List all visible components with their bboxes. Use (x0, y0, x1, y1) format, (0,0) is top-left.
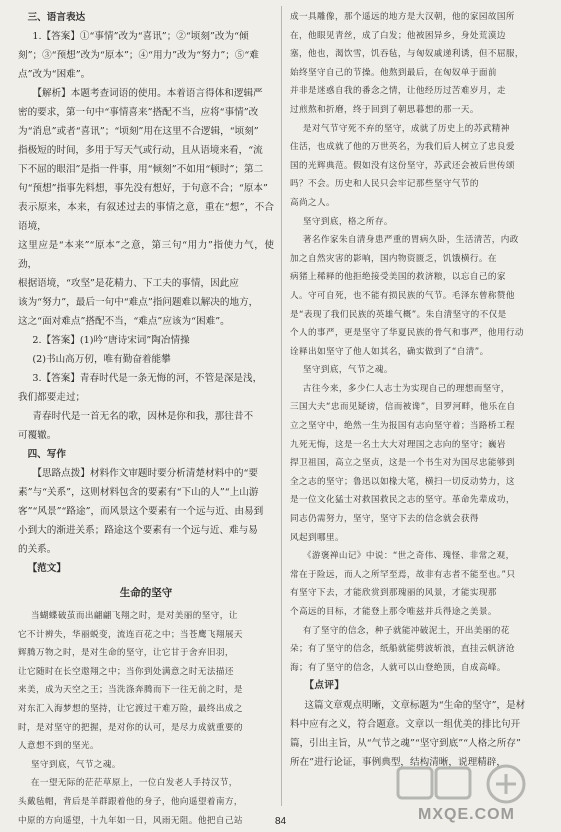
essay-line: 高尚之人。 (290, 197, 335, 208)
essay-line: 在一望无际的茫茫草原上，一位白发老人手持汉节， (30, 778, 238, 789)
essay-line: 住活，也成就了他的万世英名，为我们后人树立了忠良爱 (290, 142, 515, 153)
sample-essay-tag: 【范文】 (27, 563, 66, 574)
watermark-text: MXQE.COM (418, 806, 515, 823)
essay-body-left (18, 607, 274, 830)
answer-2-line-1: 2.【答案】(1)吟“唐诗宋词”陶冶情操 (32, 335, 190, 346)
answer-1-line-3: 点”改为“困难”。 (18, 69, 91, 80)
answer-3-line-4: 可覆辙。 (18, 430, 57, 441)
essay-line: 来美，成为天空之王；当洗涤奔腾而下一往无前之时，是 (18, 685, 243, 696)
essay-line: 是一位文化猛士对救国救民之志的坚守。革命先辈成功， (290, 495, 515, 506)
analysis-line: 该为“努力”，最后一句中“难点”指问题难以解决的地方， (18, 297, 259, 308)
answer-3-line-3: 青春时代是一首无名的歌，因林是你和我，那往昔不 (32, 411, 254, 422)
essay-line: 当蝴蝶破茧而出翩翩飞翔之时，是对美丽的坚守，让 (30, 611, 238, 621)
essay-line: 它不计辨失，华丽蜕变，流连百花之中；当苍鹰飞翔展天 (18, 629, 243, 640)
answer-2-line-2: (2)书山高万仞，唯有勤奋着能攀 (32, 354, 171, 365)
analysis-line: 下不屈的眼泪”是指一件事，用“倾刻”不如用“顿时”；第二 (18, 164, 264, 175)
page-number: 84 (274, 816, 287, 827)
analysis-line: 根据语境，“攻坚”是花精力、下工夫的事情，因此应 (18, 278, 239, 289)
comment-body (290, 696, 548, 772)
comment-line: 所在”进行论证，事例典型，结构清晰，说理精辟， (290, 756, 506, 768)
analysis-line: 指极短的时间，多用于写天气或行动，且从语境来看，“流 (18, 145, 263, 156)
essay-line: 全之志的坚守；鲁迅以如椽大笔，横扫一切反动势力，这 (290, 476, 515, 487)
comment-line: 料中应有之义，符合题意。文章以一组优美的排比句开 (290, 718, 521, 730)
comment-line: 这篇文章观点明晰，文章标题为“生命的坚守”，是材 (304, 699, 526, 711)
essay-line: 头戴毡帽，背后是羊群跟着他的身子，他向遥望着南方， (18, 796, 243, 807)
essay-line: 辉腾万物之时，是对生命的坚守，让它甘于舍弃旧羽， (18, 648, 234, 659)
essay-line: 对东汇入海梦想的坚持，让它渡过干难万险，最终出成之 (18, 703, 243, 714)
essay-line: 坚守到底，气节之魂。 (302, 365, 393, 376)
think-line: 的关系。 (18, 544, 57, 555)
section-heading-language: 三、语言表达 (27, 12, 86, 23)
essay-line: 立之坚守中，绝然一生为报国有志向坚守着；当路桥工程 (290, 421, 515, 432)
essay-line: 时，是对坚守的把握，是对你的认可，是尽力成就重要的 (18, 722, 243, 733)
think-line: 素”与“关系”，这则材料包含的要素有“下山的人”“上山游 (18, 487, 259, 498)
analysis-line: 句“预想”指事先料想，事先没有想好，于句意不合；“原本” (18, 183, 268, 194)
essay-line: 病猪上稀释的他拒绝接受美国的救济粮，以忘自己的家 (290, 272, 506, 283)
essay-line: 是对气节守死不弃的坚守，成就了历史上的苏武精神 (302, 123, 510, 134)
essay-line: 同志仍需努力，坚守，坚守下去的信念就会获得 (290, 514, 479, 525)
essay-line: 捍卫祖国，高立之坚贞，这是一个书生对为国尽忠能够到 (290, 458, 515, 469)
essay-line: 国的光辉典范。假如没有这份坚守，苏武还会被后世传颂 (290, 160, 515, 171)
essay-line: 风起到哪里。 (290, 532, 344, 543)
analysis-line: 这里应是“本来”“原本”之意，第三句“用力”指使力气，使劲， (18, 240, 274, 270)
essay-line: 海；有了坚守的信念，人就可以山登绝顶，自成高峰。 (290, 662, 506, 673)
essay-line: 人意想不到的坚光。 (18, 741, 99, 752)
essay-line: 人。守可自死，也不能有损民族的气节。毛泽东曾称赞他 (290, 290, 515, 301)
essay-line: 坚守到底，气节之魂。 (30, 759, 121, 770)
analysis-line: 表示原来，本来，有叙述过去的事情之意，重在“想”，不合语境， (18, 202, 274, 232)
essay-line: 成一具雕像，那个遥远的地方是大汉朝，他的家园故国所 (290, 12, 515, 22)
essay-title: 生命的坚守 (119, 587, 173, 599)
essay-line: 朵；有了坚守的信念，纸船就能劈波斩浪，直挂云帆济沧 (290, 644, 515, 655)
answer-1-line-2: 刻”；③“预想”改为“原本”；④“用力”改为“努力”；⑤“难 (18, 50, 259, 61)
analysis-line: 这之“面对难点”搭配不当，“难点”应该为“困难”。 (18, 316, 230, 327)
essay-line: 古往今来，多少仁人志士为实现自己的理想而坚守， (302, 383, 510, 394)
essay-line: 过煎熬和折磨，终于回到了朝思暮想的那一天。 (290, 104, 479, 115)
essay-line: 有坚守下去，才能欣赏到那瑰丽的风景，才能实现那 (290, 588, 497, 599)
essay-line: 个人的事严，更是坚守了华夏民族的骨气和事严，他用行动 (290, 328, 524, 339)
analysis-line: 为“消息”或者“喜讯”；“顷刻”用在这里不合逻辑，“顷刻” (18, 126, 259, 137)
essay-line: 始终坚守自己的节操。他熬到最后，在匈奴单于面前 (290, 67, 497, 78)
essay-line: 个高远的目标，才能登上那令唯兹并兵得途之美景。 (290, 607, 497, 617)
essay-line: 常在于险远，而人之所罕至焉，故非有志者不能至也。”只 (290, 569, 516, 580)
essay-line: 九死无悔，这是一名土大大对理国之志向的坚守；巍岩 (290, 439, 506, 450)
essay-line: 并非是迷惑自我的番念之情，让他经历过苦难岁月，走 (290, 86, 506, 97)
essay-line: 让它随时在长空遨翔之中；当你到处满意之时无法描还 (18, 666, 234, 677)
comment-tag: 【点评】 (304, 680, 345, 692)
answer-3-line-1: 3.【答案】青春时代是一条无悔的河，不管是深是浅， (32, 373, 263, 384)
essay-line: 诠释出如坚守了他人如其名，确实做到了“自清”。 (290, 346, 489, 357)
analysis-line: 密的要求，第一句中“事情喜来”搭配不当，应将“事情”改 (18, 107, 259, 118)
essay-line: 有了坚守的信念，种子就能冲破泥土，开出美丽的花 (302, 625, 510, 636)
essay-line: 在，他眼见青丝，成了白发；他被困异乡，身处荒漠边 (290, 30, 506, 41)
essay-line: 《游褒禅山记》中说：“世之奇伟、瑰怪、非常之观， (302, 551, 515, 562)
essay-line: 坚守到底，格之所存。 (302, 216, 393, 227)
essay-line: 塞，他也，渴饮雪，饥吞毡，与匈奴戚递利诱，但不屈服， (290, 49, 524, 60)
column-divider (281, 6, 282, 806)
think-line: 小到大的渐进关系；路途这个要素有一个远与近、难与易 (18, 525, 258, 536)
essay-line: 加之自然灾害的影响，国内物资匮乏，饥饿横行。在 (290, 253, 497, 264)
essay-line: 著名作家朱自清身患严重的胃病久卧，生活清苦，内政 (302, 235, 519, 246)
right-column (290, 8, 548, 772)
comment-line: 篇，引出主旨，从“气节之魂”“坚守到底”“人格之所存” (290, 737, 521, 749)
essay-line: 三国大夫“忠而见疑谤，信而被谗”，目罗河畔，他乐在自 (290, 402, 516, 413)
answer-1-line-1: 1.【答案】①“事情”改为“喜讯”；②“顷刻”改为“倾 (32, 31, 249, 42)
left-column (18, 8, 274, 830)
analysis-line: 【解析】本题考查词语的使用。本着语言得体和逻辑严 (32, 88, 263, 99)
answer-3-line-2: 我们都要走过； (18, 392, 86, 403)
essay-line: 中原的方向遥望，十九年如一日，风雨无阻。他把自己站 (18, 815, 243, 826)
essay-line: 吗？不会。历史和人民只会牢记那些坚守气节的 (290, 179, 479, 190)
think-line: 客”“风景”“路途”，而风景这个要素有一个远与近、由易到 (18, 506, 264, 517)
think-line: 【思路点拨】材料作文审题时要分析清楚材料中的“要 (32, 468, 258, 479)
essay-line: 是“表现了我们民族的英雄气概”。朱自清坚守的不仅是 (290, 309, 507, 320)
section-heading-writing: 四、写作 (27, 449, 66, 460)
